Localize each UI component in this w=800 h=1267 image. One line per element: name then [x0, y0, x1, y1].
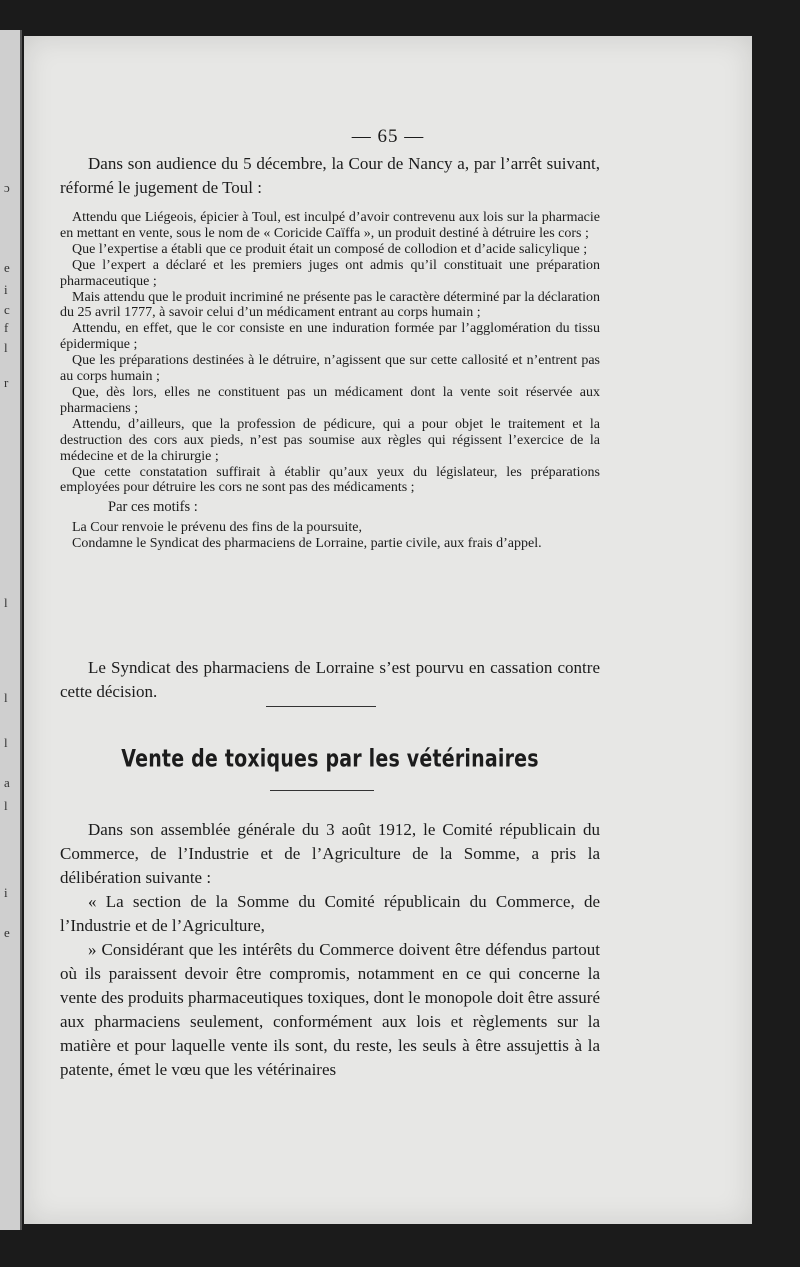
quote-paragraph-2: » Considérant que les intérêts du Commerce doivent être défendus partout où ils paraissent devoir être compromis, notamment en ce qui concerne la vente des produits pharmaceutiques toxiques, dont le monopole doit être assuré aux pharmaciens seulement, conformément aux lois et règlements sur la matière et pour laquelle vente ils sont, du reste, les seuls à être assujettis à la patente, émet le vœu que les vétérinaires	[60, 940, 600, 1079]
judgment-line: Que, dès lors, elles ne constituent pas un médicament dont la vente soit réservée aux pharmaciens ;	[60, 384, 600, 416]
prev-page-fragment: l	[4, 735, 8, 750]
intro-text: Dans son audience du 5 décembre, la Cour de Nancy a, par l’arrêt suivant, réformé le jugement de Toul :	[60, 154, 600, 197]
document-page	[24, 36, 752, 1224]
cassation-paragraph	[60, 656, 600, 704]
section-title: Vente de toxiques par les vétérinaires	[121, 745, 539, 773]
page-number: — 65 —	[351, 126, 425, 147]
judgment-text	[60, 210, 600, 552]
judgment-line: Que l’expert a déclaré et les premiers juges ont admis qu’il constituait une préparation pharmaceutique ;	[60, 257, 600, 289]
motifs-heading: Par ces motifs :	[108, 499, 198, 516]
prev-page-fragment: l	[4, 690, 8, 705]
prev-page-fragment: l	[4, 798, 8, 813]
judgment-line: Que cette constatation suffirait à établir qu’aux yeux du législateur, les préparations employées pour détruire les cors ne sont pas des médicaments ;	[60, 464, 600, 496]
assembly-paragraph	[60, 818, 600, 1082]
cassation-text: Le Syndicat des pharmaciens de Lorraine s’est pourvu en cassation contre cette décision.	[60, 658, 600, 701]
prev-page-fragment: c	[4, 302, 10, 317]
intro-paragraph	[60, 152, 600, 200]
prev-page-fragment: e	[4, 925, 10, 940]
assembly-text: Dans son assemblée générale du 3 août 1912, le Comité républicain du Commerce, de l’Industrie et de l’Agriculture de la Somme, a pris la délibération suivante :	[60, 820, 600, 887]
judgment-line: Mais attendu que le produit incriminé ne présente pas le caractère déterminé par la déclaration du 25 avril 1777, à savoir celui d’un médicament entrant au corps humain ;	[60, 289, 600, 321]
judgment-line: Attendu, en effet, que le cor consiste en une induration formée par l’agglomération du tissu épidermique ;	[60, 321, 600, 353]
decision-line: La Cour renvoie le prévenu des fins de la poursuite,	[72, 520, 363, 536]
prev-page-fragment: l	[4, 595, 8, 610]
prev-page-fragment: ɔ	[4, 180, 10, 195]
quote-paragraph-1: « La section de la Somme du Comité républicain du Commerce, de l’Industrie et de l’Agriculture,	[60, 892, 600, 935]
separator-rule	[266, 706, 376, 707]
prev-page-fragment: e	[4, 260, 10, 275]
previous-page-edge	[0, 30, 22, 1230]
prev-page-fragment: i	[4, 282, 8, 297]
judgment-line: Attendu, d’ailleurs, que la profession de pédicure, qui a pour objet le traitement et la destruction des cors aux pieds, n’est pas soumise aux règles qui régissent l’exercice de la médecine et de la chirurgie ;	[60, 416, 600, 464]
judgment-line: Que les préparations destinées à le détruire, n’agissent que sur cette callosité et n’entrent pas au corps humain ;	[60, 353, 600, 385]
title-underline	[270, 790, 374, 791]
prev-page-fragment: a	[4, 775, 10, 790]
judgment-line: Que l’expertise a établi que ce produit était un composé de collodion et d’acide salicylique ;	[72, 241, 588, 257]
prev-page-fragment: r	[4, 375, 9, 390]
decision-line: Condamne le Syndicat des pharmaciens de Lorraine, partie civile, aux frais d’appel.	[72, 536, 542, 552]
prev-page-fragment: l	[4, 340, 8, 355]
prev-page-fragment: i	[4, 885, 8, 900]
judgment-line: Attendu que Liégeois, épicier à Toul, est inculpé d’avoir contrevenu aux lois sur la pharmacie en mettant en vente, sous le nom de « Coricide Caïffa », un produit destiné à détruire les cors ;	[60, 210, 600, 241]
prev-page-fragment: f	[4, 320, 9, 335]
